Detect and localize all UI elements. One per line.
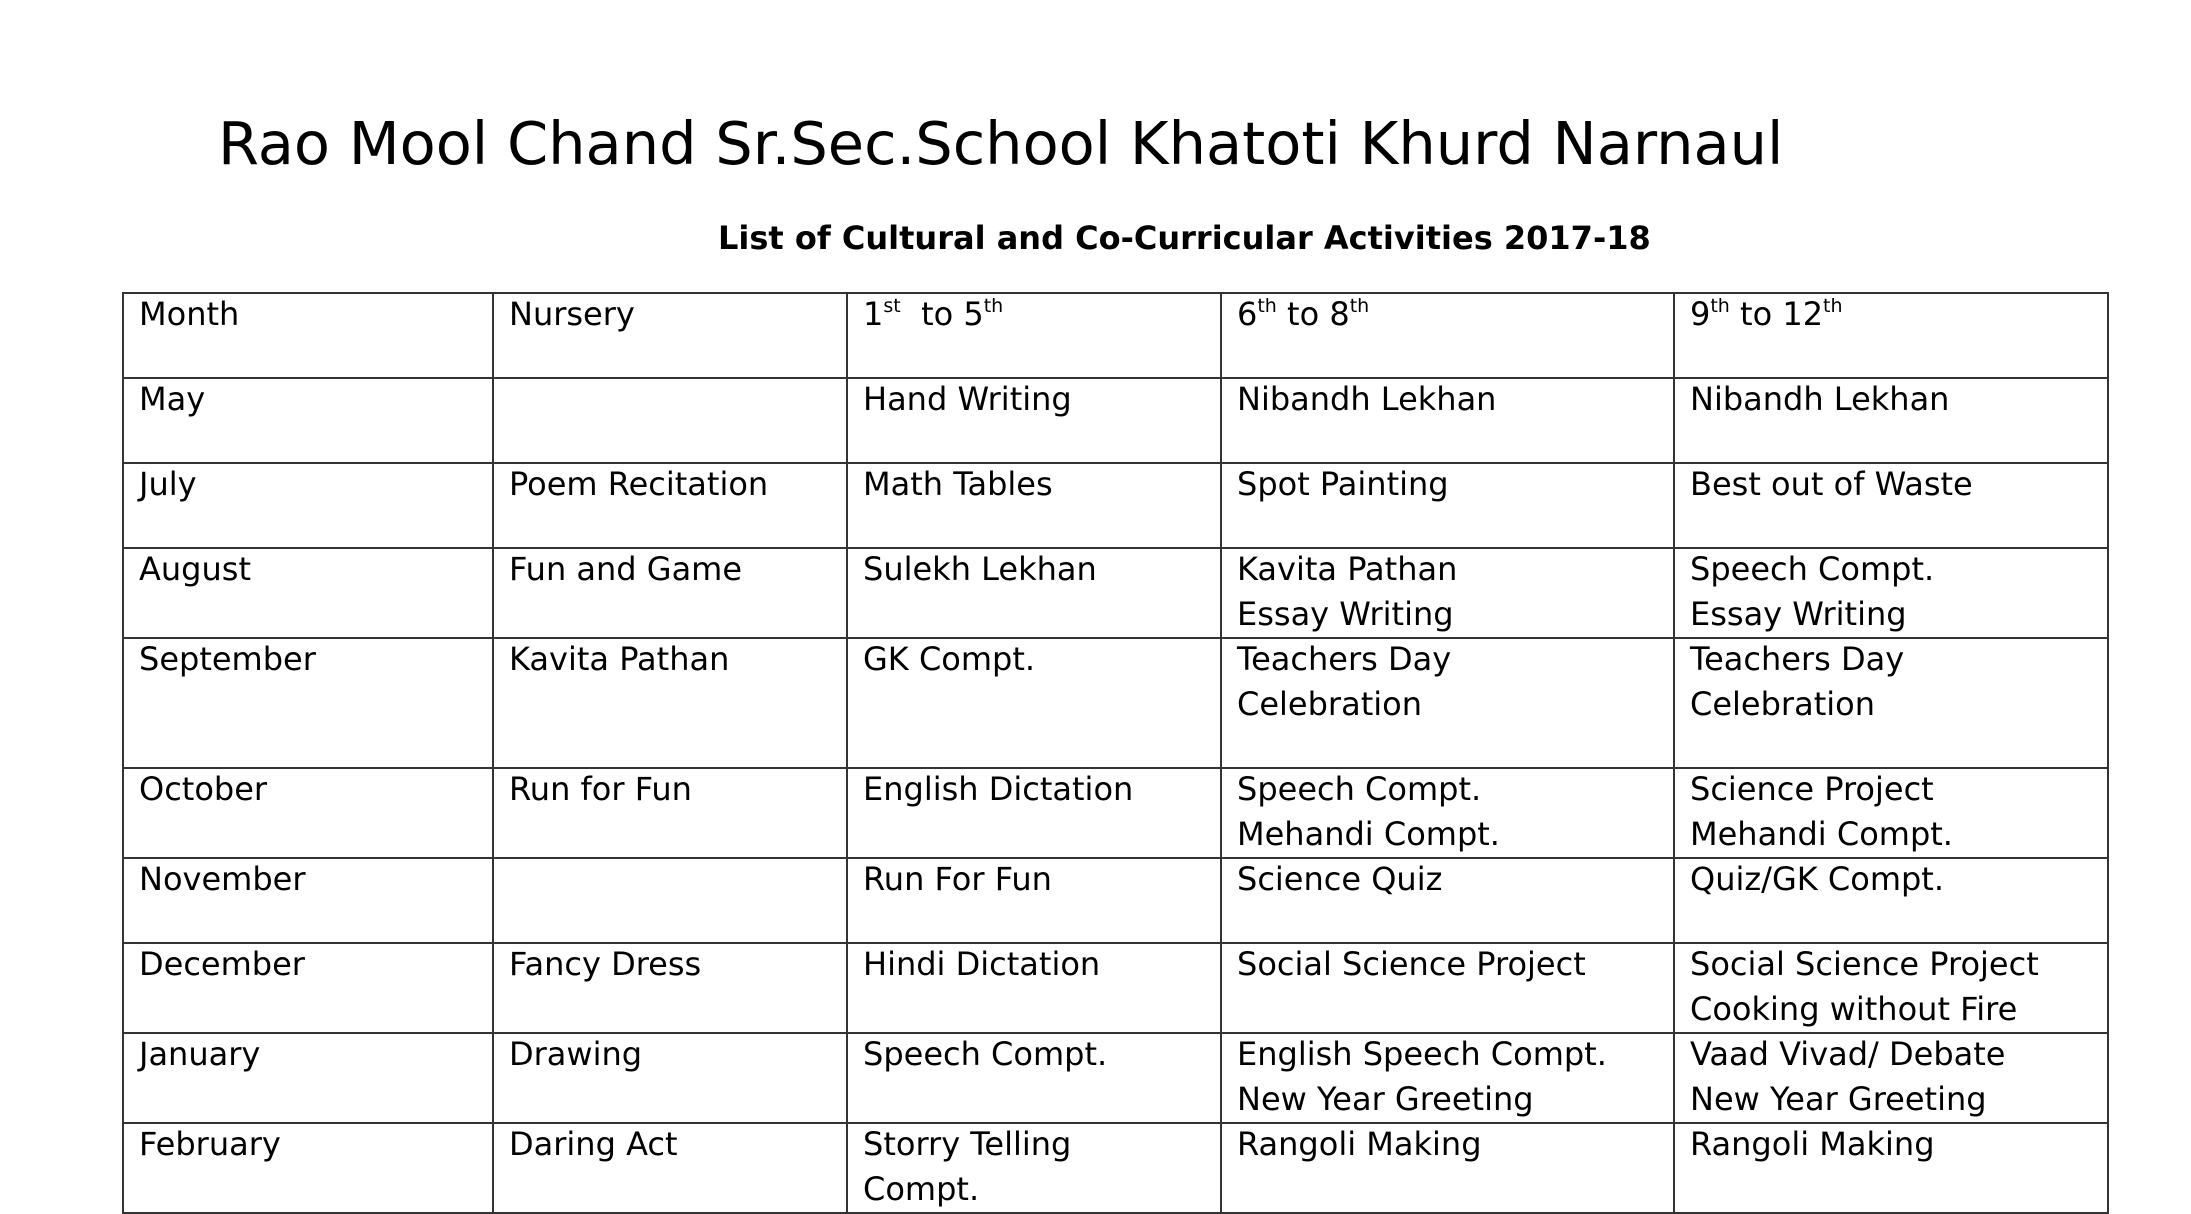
activity-item: Teachers Day — [1237, 640, 1452, 678]
header-superscript: th — [1257, 295, 1277, 317]
month-label: February — [139, 1125, 281, 1163]
table-row — [123, 858, 2108, 943]
header-superscript: th — [1823, 295, 1843, 317]
class-9-to-12-cell — [1674, 768, 2108, 858]
activity-item: Hindi Dictation — [863, 945, 1101, 983]
table-row — [123, 768, 2108, 858]
table-row — [123, 943, 2108, 1033]
class-1-to-5-cell — [847, 1123, 1221, 1213]
month-label: May — [139, 380, 206, 418]
month-label: November — [139, 860, 306, 898]
header-month — [123, 293, 493, 378]
activity-item: Quiz/GK Compt. — [1690, 860, 1945, 898]
school-title: Rao Mool Chand Sr.Sec.School Khatoti Khurd Narnaul — [218, 109, 1784, 178]
nursery-cell — [493, 638, 847, 768]
class-9-to-12-cell — [1674, 378, 2108, 463]
class-9-to-12-cell — [1674, 638, 2108, 768]
nursery-cell — [493, 858, 847, 943]
month-cell — [123, 548, 493, 638]
class-6-to-8-cell — [1221, 1123, 1674, 1213]
activity-item: Social Science Project — [1237, 945, 1586, 983]
table-row — [123, 548, 2108, 638]
nursery-cell — [493, 463, 847, 548]
activity-item: Poem Recitation — [509, 465, 769, 503]
activity-item: Storry Telling — [863, 1125, 1072, 1163]
class-6-to-8-cell — [1221, 548, 1674, 638]
month-label: August — [139, 550, 251, 588]
class-6-to-8-cell — [1221, 638, 1674, 768]
document-subtitle: List of Cultural and Co-Curricular Activities 2017-18 — [718, 219, 1651, 257]
nursery-cell — [493, 548, 847, 638]
header-label: Month — [139, 295, 240, 333]
nursery-cell — [493, 943, 847, 1033]
activity-item: New Year Greeting — [1237, 1080, 1534, 1118]
activities-table — [122, 292, 2109, 1214]
class-9-to-12-cell — [1674, 858, 2108, 943]
table-row — [123, 378, 2108, 463]
activity-item: GK Compt. — [863, 640, 1036, 678]
activity-item: Vaad Vivad/ Debate — [1690, 1035, 2006, 1073]
activity-item: Teachers Day — [1690, 640, 1905, 678]
class-1-to-5-cell — [847, 463, 1221, 548]
activity-item: Sulekh Lekhan — [863, 550, 1097, 588]
class-9-to-12-cell — [1674, 1033, 2108, 1123]
activity-item: Kavita Pathan — [1237, 550, 1458, 588]
month-cell — [123, 638, 493, 768]
activity-item: Rangoli Making — [1237, 1125, 1482, 1163]
class-6-to-8-cell — [1221, 378, 1674, 463]
activity-item: Science Project — [1690, 770, 1934, 808]
nursery-cell — [493, 1123, 847, 1213]
activity-item: Fancy Dress — [509, 945, 702, 983]
month-label: January — [139, 1035, 261, 1073]
activity-item: Speech Compt. — [1690, 550, 1935, 588]
table-row — [123, 1033, 2108, 1123]
activity-item: Essay Writing — [1237, 595, 1454, 633]
activity-item: Essay Writing — [1690, 595, 1907, 633]
header-superscript: th — [1349, 295, 1370, 317]
class-9-to-12-cell — [1674, 463, 2108, 548]
class-1-to-5-cell — [847, 943, 1221, 1033]
month-cell — [123, 463, 493, 548]
activity-item: New Year Greeting — [1690, 1080, 1987, 1118]
activity-item: Math Tables — [863, 465, 1053, 503]
activity-item: Celebration — [1690, 685, 1875, 723]
activity-item: Rangoli Making — [1690, 1125, 1935, 1163]
nursery-cell — [493, 768, 847, 858]
header-label-start: 1 — [863, 295, 884, 333]
activity-item: Nibandh Lekhan — [1690, 380, 1950, 418]
class-6-to-8-cell — [1221, 943, 1674, 1033]
header-class-6-to-8 — [1221, 293, 1674, 378]
header-label: Nursery — [509, 295, 635, 333]
header-nursery — [493, 293, 847, 378]
header-label-start: 6 — [1237, 295, 1258, 333]
table-header-row — [123, 293, 2108, 378]
class-9-to-12-cell — [1674, 548, 2108, 638]
activity-item: Fun and Game — [509, 550, 743, 588]
class-6-to-8-cell — [1221, 858, 1674, 943]
class-9-to-12-cell — [1674, 1123, 2108, 1213]
month-label: December — [139, 945, 305, 983]
activity-item: Nibandh Lekhan — [1237, 380, 1497, 418]
header-label-start: 9 — [1690, 295, 1711, 333]
header-class-9-to-12 — [1674, 293, 2108, 378]
month-label: October — [139, 770, 268, 808]
class-1-to-5-cell — [847, 1033, 1221, 1123]
activity-item: Social Science Project — [1690, 945, 2039, 983]
class-1-to-5-cell — [847, 858, 1221, 943]
activity-item: Hand Writing — [863, 380, 1072, 418]
activity-item: Mehandi Compt. — [1690, 815, 1953, 853]
activity-item: Kavita Pathan — [509, 640, 730, 678]
activity-item: English Speech Compt. — [1237, 1035, 1607, 1073]
activity-item: Science Quiz — [1237, 860, 1443, 898]
header-superscript: st — [883, 295, 901, 317]
activity-item: Spot Painting — [1237, 465, 1449, 503]
activity-item: Daring Act — [509, 1125, 678, 1163]
header-superscript: th — [983, 295, 1004, 317]
table-row — [123, 463, 2108, 548]
class-6-to-8-cell — [1221, 768, 1674, 858]
month-cell — [123, 943, 493, 1033]
class-1-to-5-cell — [847, 378, 1221, 463]
activity-item: Run For Fun — [863, 860, 1052, 898]
nursery-cell — [493, 378, 847, 463]
month-cell — [123, 378, 493, 463]
activity-item: Mehandi Compt. — [1237, 815, 1500, 853]
month-cell — [123, 1123, 493, 1213]
header-label-end: to 12 — [1729, 295, 1824, 333]
header-class-1-to-5 — [847, 293, 1221, 378]
table-row — [123, 638, 2108, 768]
month-label: September — [139, 640, 316, 678]
header-label-end: to 5 — [900, 295, 984, 333]
activity-item: Compt. — [863, 1170, 980, 1208]
class-1-to-5-cell — [847, 638, 1221, 768]
class-6-to-8-cell — [1221, 463, 1674, 548]
nursery-cell — [493, 1033, 847, 1123]
activity-item: Speech Compt. — [863, 1035, 1108, 1073]
activity-item: Cooking without Fire — [1690, 990, 2018, 1028]
activity-item: Run for Fun — [509, 770, 692, 808]
activity-item: English Dictation — [863, 770, 1134, 808]
table-body — [123, 378, 2108, 1213]
month-cell — [123, 1033, 493, 1123]
month-label: July — [139, 465, 197, 503]
activity-item: Best out of Waste — [1690, 465, 1973, 503]
activity-item: Drawing — [509, 1035, 643, 1073]
month-cell — [123, 768, 493, 858]
class-1-to-5-cell — [847, 548, 1221, 638]
activity-item: Speech Compt. — [1237, 770, 1482, 808]
header-superscript: th — [1710, 295, 1730, 317]
class-9-to-12-cell — [1674, 943, 2108, 1033]
month-cell — [123, 858, 493, 943]
class-6-to-8-cell — [1221, 1033, 1674, 1123]
header-label-end: to 8 — [1276, 295, 1350, 333]
class-1-to-5-cell — [847, 768, 1221, 858]
activity-item: Celebration — [1237, 685, 1422, 723]
table-row — [123, 1123, 2108, 1213]
